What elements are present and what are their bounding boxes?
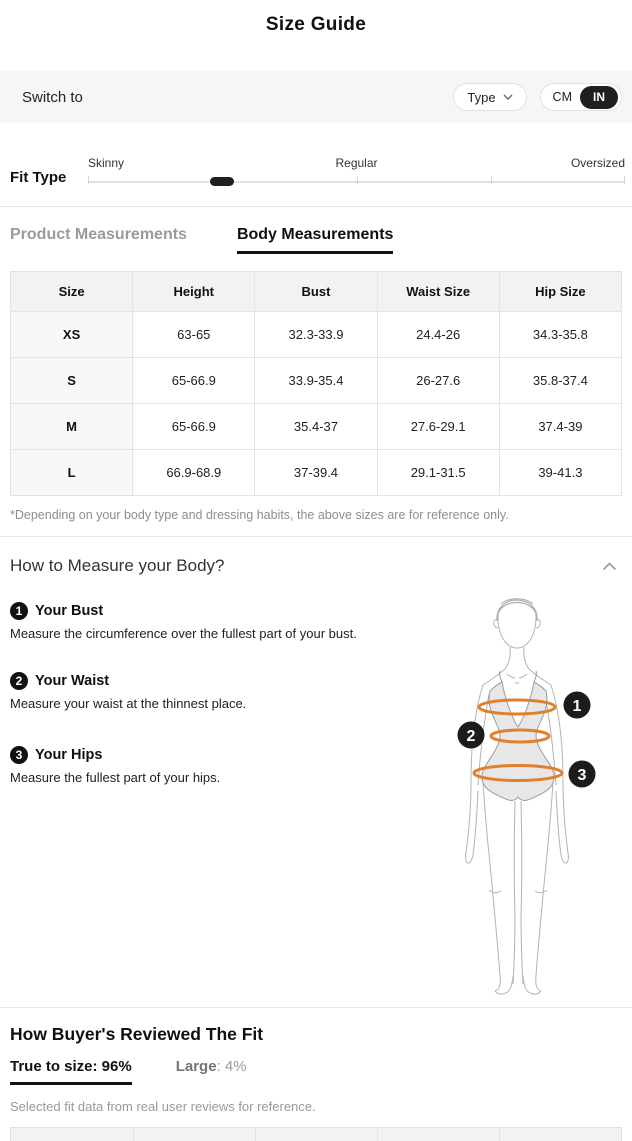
cell-hip: 37.4-39 bbox=[499, 404, 621, 450]
cell-size: XS bbox=[11, 312, 133, 358]
step-number-badge: 3 bbox=[10, 746, 28, 764]
marker-3-label: 3 bbox=[577, 767, 587, 784]
tab-product-measurements[interactable]: Product Measurements bbox=[10, 226, 187, 243]
step-number-badge: 1 bbox=[10, 602, 28, 620]
marker-1-label: 1 bbox=[572, 698, 582, 715]
step-description: Measure the fullest part of your hips. bbox=[10, 770, 221, 785]
cell-size: M bbox=[11, 404, 133, 450]
col-header-waist: Waist Size bbox=[377, 272, 499, 312]
fit-slider-indicator bbox=[210, 177, 234, 186]
size-table bbox=[10, 271, 622, 496]
table-row bbox=[11, 312, 622, 358]
table-row bbox=[11, 404, 622, 450]
type-dropdown-button[interactable] bbox=[453, 83, 526, 111]
cell-size: L bbox=[11, 450, 133, 496]
step-number-badge: 2 bbox=[10, 672, 28, 690]
cell-bust: 35.4-37 bbox=[255, 404, 377, 450]
how-to-measure-header[interactable] bbox=[10, 537, 622, 576]
fit-option-regular: Regular bbox=[335, 156, 378, 170]
step-title: Your Bust bbox=[35, 603, 104, 619]
fit-slider-track bbox=[88, 176, 625, 188]
cell-height: 65-66.9 bbox=[133, 358, 255, 404]
cell-bust: 32.3-33.9 bbox=[255, 312, 377, 358]
col-header-bust: Bust bbox=[255, 272, 377, 312]
cell-hip: 35.8-37.4 bbox=[499, 358, 621, 404]
true-to-size-stat[interactable]: True to size: 96% bbox=[10, 1058, 132, 1085]
table-row bbox=[11, 450, 622, 496]
how-to-measure-title: How to Measure your Body? bbox=[10, 556, 225, 575]
type-dropdown-label: Type bbox=[467, 89, 496, 105]
cell-waist: 29.1-31.5 bbox=[377, 450, 499, 496]
fit-option-skinny: Skinny bbox=[88, 156, 125, 170]
unit-cm-option[interactable]: CM bbox=[552, 90, 572, 104]
how-to-measure-section bbox=[0, 537, 632, 1007]
large-stat[interactable] bbox=[176, 1058, 247, 1075]
measure-steps bbox=[10, 602, 420, 786]
cell-size: S bbox=[11, 358, 133, 404]
measure-step-waist bbox=[10, 672, 420, 712]
step-description: Measure the circumference over the fullest part of your bust. bbox=[10, 626, 357, 641]
measure-step-hips bbox=[10, 746, 420, 786]
col-header-height: Height bbox=[133, 272, 255, 312]
step-title: Your Hips bbox=[35, 747, 103, 763]
cell-bust: 33.9-35.4 bbox=[255, 358, 377, 404]
cell-waist: 24.4-26 bbox=[377, 312, 499, 358]
switch-bar bbox=[0, 71, 632, 123]
fit-type-label: Fit Type bbox=[10, 169, 67, 186]
switch-to-label: Switch to bbox=[22, 88, 83, 106]
marker-2-label: 2 bbox=[466, 728, 476, 745]
step-title: Your Waist bbox=[35, 673, 110, 689]
fit-review-title: How Buyer's Reviewed The Fit bbox=[10, 1024, 264, 1044]
page-title: Size Guide bbox=[265, 14, 367, 35]
cell-height: 66.9-68.9 bbox=[133, 450, 255, 496]
step-description: Measure your waist at the thinnest place. bbox=[10, 696, 247, 711]
unit-in-option-selected[interactable]: IN bbox=[580, 86, 618, 109]
tab-body-measurements[interactable]: Body Measurements bbox=[237, 226, 394, 254]
size-table-header-row bbox=[11, 272, 622, 312]
chevron-down-icon bbox=[503, 94, 513, 100]
switch-controls bbox=[453, 83, 622, 111]
next-table-header-partial bbox=[10, 1127, 622, 1141]
cell-hip: 34.3-35.8 bbox=[499, 312, 621, 358]
fit-option-oversized: Oversized bbox=[570, 156, 625, 170]
divider bbox=[0, 206, 632, 207]
fit-type-slider bbox=[88, 156, 625, 188]
unit-toggle[interactable] bbox=[540, 83, 622, 111]
chevron-up-icon bbox=[602, 562, 617, 571]
measure-step-bust bbox=[10, 602, 420, 642]
fit-type-section bbox=[0, 123, 632, 188]
table-row bbox=[11, 358, 622, 404]
cell-height: 63-65 bbox=[133, 312, 255, 358]
cell-waist: 26-27.6 bbox=[377, 358, 499, 404]
col-header-size: Size bbox=[11, 272, 133, 312]
cell-bust: 37-39.4 bbox=[255, 450, 377, 496]
fit-review-note: Selected fit data from real user reviews for reference. bbox=[10, 1099, 316, 1114]
cell-hip: 39-41.3 bbox=[499, 450, 621, 496]
measurement-tabs bbox=[0, 226, 632, 254]
fit-review-section bbox=[0, 1024, 632, 1114]
large-stat-label: Large bbox=[175, 1058, 217, 1075]
cell-height: 65-66.9 bbox=[133, 404, 255, 450]
body-measurement-diagram bbox=[427, 587, 632, 999]
large-stat-value: : 4% bbox=[216, 1058, 247, 1075]
divider bbox=[0, 1007, 632, 1008]
col-header-hip: Hip Size bbox=[499, 272, 621, 312]
size-disclaimer: *Depending on your body type and dressing habits, the above sizes are for reference only. bbox=[10, 508, 509, 522]
cell-waist: 27.6-29.1 bbox=[377, 404, 499, 450]
